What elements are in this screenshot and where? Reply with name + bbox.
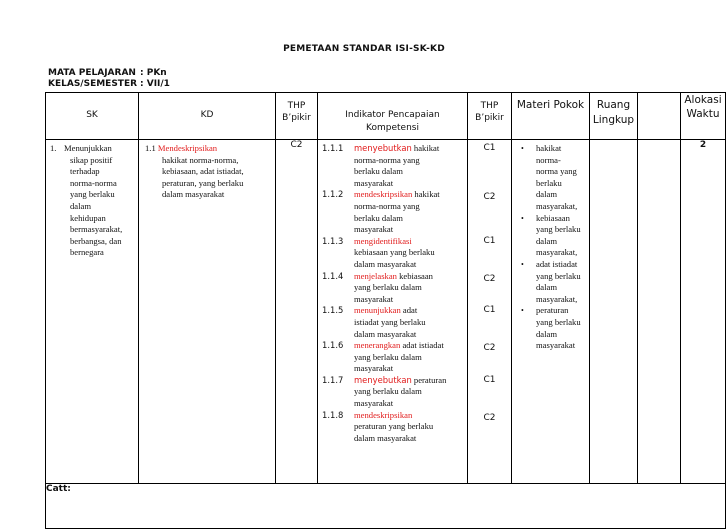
indikator-number: 1.1.2 <box>322 189 344 200</box>
catatan-label: Catt: <box>46 484 726 529</box>
indikator-verb: mendeskripsikan <box>354 189 413 200</box>
indikator-item <box>318 305 467 340</box>
materi-item <box>512 305 589 351</box>
sk-text: norma-norma <box>70 177 117 188</box>
sk-line <box>50 166 138 178</box>
sk-number: 1. <box>50 143 57 153</box>
sk-text: dalam <box>70 200 91 211</box>
materi-line: yang berlaku <box>536 316 581 327</box>
indikator-line: masyarakat <box>354 363 394 374</box>
indikator-verb: menerangkan <box>354 340 401 351</box>
indikator-number: 1.1.5 <box>322 305 344 316</box>
sk-line <box>50 213 138 225</box>
sk-text: bermasyarakat, <box>70 224 123 235</box>
kd-cell <box>139 140 276 484</box>
ruang-cell <box>590 140 638 484</box>
indikator-line: masyarakat <box>354 398 394 409</box>
indikator-number: 1.1.7 <box>322 374 344 385</box>
indikator-first-line <box>354 410 467 422</box>
materi-line: hakikat <box>536 143 562 153</box>
kd-line: hakikat norma-norma, <box>162 154 239 165</box>
col-thp-kd: THP B’pikir <box>276 93 318 140</box>
indikator-text: hakikat <box>412 189 440 200</box>
indikator-first-line <box>354 189 467 201</box>
class-row <box>48 79 170 89</box>
sk-text: sikap positif <box>70 154 113 165</box>
indikator-first-line <box>354 305 467 317</box>
materi-line: norma- <box>536 154 561 165</box>
sk-line <box>50 155 138 167</box>
class-label: KELAS/SEMESTER <box>48 79 138 89</box>
indikator-text: hakikat <box>411 143 440 153</box>
sk-line <box>50 247 138 259</box>
indikator-first-line <box>354 271 467 283</box>
sk-text: yang berlaku <box>70 189 115 200</box>
indikator-line: yang berlaku dalam <box>354 282 422 293</box>
indikator-line: dalam masyarakat <box>354 432 417 443</box>
bullet-icon: • <box>521 306 524 316</box>
indikator-number: 1.1.6 <box>322 340 344 351</box>
materi-line: norma yang <box>536 166 577 177</box>
indikator-item <box>318 236 467 271</box>
thp-kd-cell: C2 <box>276 140 318 484</box>
indikator-line: yang berlaku dalam <box>354 386 422 397</box>
indikator-line: kebiasaan yang berlaku <box>354 247 435 258</box>
subject-label: MATA PELAJARAN <box>48 68 136 78</box>
materi-line: berlaku <box>536 177 562 188</box>
sk-text: berbangsa, dan <box>70 235 122 246</box>
indikator-line: yang berlaku dalam <box>354 351 422 362</box>
indikator-item <box>318 189 467 235</box>
thp-indikator-value: C1 <box>483 305 496 316</box>
col-ruang: Ruang Lingkup <box>590 93 638 140</box>
thp-indikator-value: C2 <box>483 273 496 284</box>
indikator-number: 1.1.4 <box>322 270 344 281</box>
thp-indikator-cell <box>468 140 512 484</box>
materi-line: dalam <box>536 235 557 246</box>
indikator-line: masyarakat <box>354 177 394 188</box>
col-indikator: Indikator Pencapaian Kompetensi <box>318 93 468 140</box>
materi-line: masyarakat, <box>536 200 578 211</box>
indikator-verb: mengidentifikasi <box>354 235 412 246</box>
alokasi-cell: 2 <box>681 140 726 484</box>
kd-line: kebiasaan, adat istiadat, <box>162 166 244 177</box>
bullet-icon: • <box>521 213 524 223</box>
indikator-verb: menunjukkan <box>354 305 401 316</box>
kd-line: peraturan, yang berlaku <box>162 177 244 188</box>
subject-value: : PKn <box>140 68 167 78</box>
indikator-line: dalam masyarakat <box>354 258 417 269</box>
sk-line <box>50 224 138 236</box>
thp-indikator-value: C2 <box>483 192 496 203</box>
indikator-text: peraturan <box>411 374 447 385</box>
indikator-verb: mendeskripsikan <box>354 409 413 420</box>
indikator-item <box>318 143 467 189</box>
materi-line: kebiasaan <box>536 212 570 223</box>
indikator-line: istiadat yang berlaku <box>354 316 426 327</box>
indikator-line: masyarakat <box>354 224 394 235</box>
materi-item <box>512 259 589 305</box>
mapping-table <box>45 92 726 529</box>
indikator-item <box>318 340 467 375</box>
thp-indikator-value: C1 <box>483 375 496 385</box>
kd-number: 1.1 <box>145 143 156 153</box>
col-blank <box>638 93 681 140</box>
indikator-item <box>318 375 467 410</box>
indikator-first-line <box>354 143 467 155</box>
materi-line: masyarakat <box>536 340 576 351</box>
indikator-line: berlaku dalam <box>354 212 403 223</box>
thp-indikator-value: C2 <box>483 412 496 423</box>
indikator-line: masyarakat <box>354 293 394 304</box>
indikator-first-line <box>354 340 467 352</box>
materi-line: adat istiadat <box>536 258 578 269</box>
bullet-icon: • <box>521 144 524 153</box>
indikator-verb: menyebutkan <box>354 143 412 153</box>
indikator-item <box>318 271 467 306</box>
indikator-line: dalam masyarakat <box>354 328 417 339</box>
indikator-number: 1.1.1 <box>322 143 344 153</box>
kd-verb: Mendeskripsikan <box>157 143 218 153</box>
sk-text: kehidupan <box>70 212 106 223</box>
materi-item <box>512 213 589 259</box>
blank-cell <box>638 140 681 484</box>
materi-line: peraturan <box>536 305 569 316</box>
sk-text: bernegara <box>70 247 104 258</box>
indikator-text: adat istiadat <box>400 340 444 351</box>
sk-line <box>50 178 138 190</box>
table-row <box>46 140 726 484</box>
document-title: PEMETAAN STANDAR ISI-SK-KD <box>283 44 445 54</box>
thp-indikator-value: C1 <box>483 143 496 153</box>
note-row <box>46 484 726 529</box>
sk-line <box>50 189 138 201</box>
indikator-item <box>318 410 467 445</box>
indikator-cell <box>318 140 468 484</box>
class-value: : VII/1 <box>140 79 170 89</box>
indikator-number: 1.1.8 <box>322 409 344 420</box>
materi-line: yang berlaku <box>536 270 581 281</box>
sk-line <box>50 236 138 248</box>
materi-line: masyarakat, <box>536 293 578 304</box>
col-sk: SK <box>46 93 139 140</box>
indikator-verb: menyebutkan <box>354 374 412 385</box>
kd-line: dalam masyarakat <box>162 189 225 200</box>
col-materi: Materi Pokok <box>512 93 590 140</box>
col-alokasi: Alokasi Waktu <box>681 93 726 140</box>
sk-text: Menunjukkan <box>64 143 112 153</box>
indikator-line: norma-norma yang <box>354 154 420 165</box>
thp-indikator-value: C2 <box>483 343 496 354</box>
col-kd: KD <box>139 93 276 140</box>
materi-line: masyarakat, <box>536 247 578 258</box>
col-thp-indikator: THP B’pikir <box>468 93 512 140</box>
sk-cell <box>46 140 139 484</box>
header-row <box>46 93 726 140</box>
sk-line <box>50 201 138 213</box>
indikator-first-line <box>354 236 467 248</box>
indikator-number: 1.1.3 <box>322 235 344 246</box>
bullet-icon: • <box>521 259 524 269</box>
materi-line: dalam <box>536 282 557 293</box>
materi-item <box>512 143 589 213</box>
materi-line: yang berlaku <box>536 224 581 235</box>
materi-line: dalam <box>536 328 557 339</box>
sk-text: terhadap <box>70 166 100 177</box>
indikator-text: adat <box>400 305 418 316</box>
materi-line: dalam <box>536 189 557 200</box>
indikator-first-line <box>354 375 467 387</box>
thp-indikator-value: C1 <box>483 235 496 246</box>
subject-row <box>48 68 167 78</box>
indikator-text: kebiasaan <box>396 270 433 281</box>
indikator-line: berlaku dalam <box>354 166 403 177</box>
indikator-line: norma-norma yang <box>354 200 420 211</box>
kd-line <box>145 143 275 155</box>
materi-cell <box>512 140 590 484</box>
indikator-verb: menjelaskan <box>354 270 397 281</box>
sk-line <box>50 143 138 155</box>
indikator-line: peraturan yang berlaku <box>354 421 434 432</box>
